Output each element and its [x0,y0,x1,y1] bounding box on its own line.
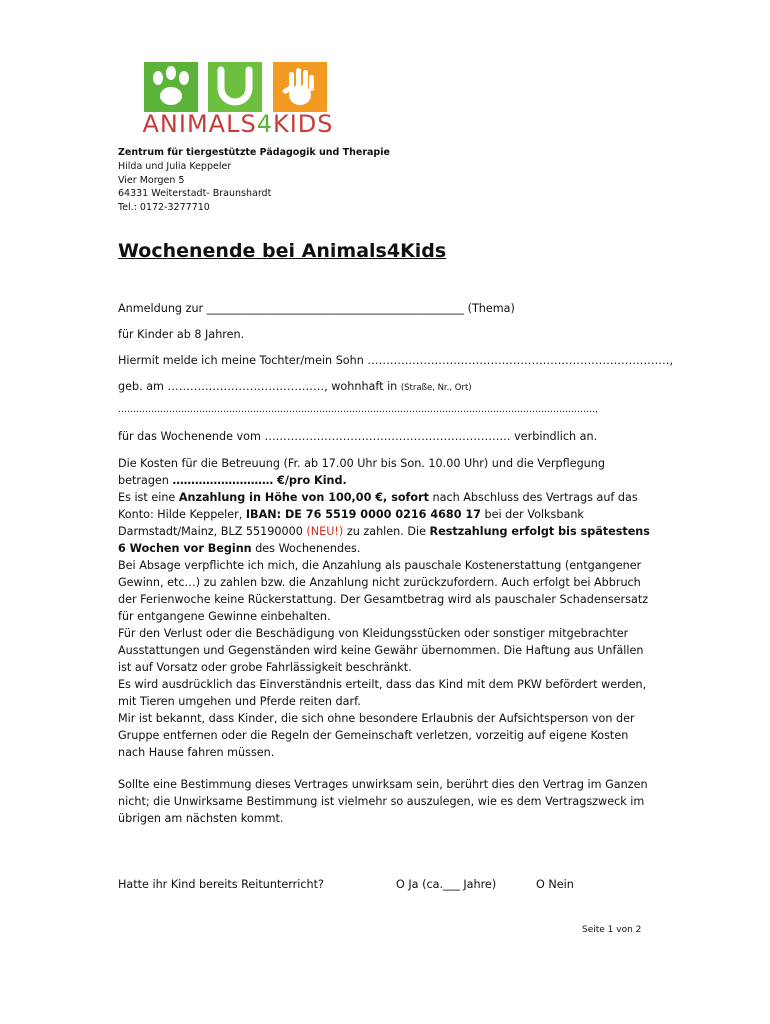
severability-text: Sollte eine Bestimmung dieses Vertrages unwirksam sein, berührt dies den Vertrag im Ganzen nicht; die Unwirksame Bestimmung ist vielmehr so auszulegen, wie es dem Vertragszweck im übrigen am nächsten kommt. [118,778,648,825]
address-phone: Tel.: 0172-3277710 [118,202,210,214]
logo-wordmark [118,110,358,138]
paw-tile [144,62,198,112]
cost-paragraph [118,455,658,489]
hand-icon [273,62,327,112]
paw-icon [144,62,198,112]
thema-hint: (Thema) [467,302,515,315]
child-line [118,354,673,367]
thema-field[interactable]: ______________________________________________ [206,302,465,315]
age-line: für Kinder ab 8 Jahren. [118,328,245,341]
document-title: Wochenende bei Animals4Kids [118,240,447,262]
payment-text-1: Es ist eine [118,491,179,504]
contract-body [118,455,658,761]
animals4kids-logo [118,58,358,138]
weekend-label: für das Wochenende vom [118,430,261,443]
child-label: Hiermit melde ich meine Tochter/mein Sohn [118,354,364,367]
rules-paragraph: Mir ist bekannt, dass Kinder, die sich ohne besondere Erlaubnis der Aufsichtsperson von der Gruppe entfernen oder die Regeln der Gemeinschaft verletzen, vorzeitig auf eigene Kosten nach Hause fahren müssen. [118,712,635,759]
logo-word-animals: ANIMALS [142,110,257,138]
payment-text-5: des Wochenendes. [251,542,361,555]
page-number: Seite 1 von 2 [582,925,642,935]
riding-question: Hatte ihr Kind bereits Reitunterricht? [118,878,324,891]
liability-paragraph: Für den Verlust oder die Beschädigung von Kleidungsstücken oder sonstiger mitgebrachter Ausstattungen und Gegenständen wird keine Gewähr übernommen. Die Haftung aus Unfällen ist auf Vorsatz oder grobe Fahrlässigkeit beschränkt. [118,627,644,674]
riding-no-option[interactable]: O Nein [536,878,574,891]
child-name-field[interactable]: ………………………………………………………………………, [367,354,674,367]
cost-amount-label: betragen [118,474,173,487]
cancellation-paragraph: Bei Absage verpflichte ich mich, die Anzahlung als pauschale Kostenerstattung (entgangener Gewinn, etc…) zu zahlen bzw. die Anzahlung nicht zurückzufordern. Auch erfolgt bei Abbruch der Ferienwoche keine Rückerstattung. Der Gesamtbetrag wird als pauschaler Schadensersatz für entgangene Gewinne einbehalten. [118,559,649,623]
hand-tile [273,62,327,112]
consent-paragraph: Es wird ausdrücklich das Einverständnis erteilt, dass das Kind mit dem PKW befördert werden, mit Tieren umgehen und Pferde reiten darf. [118,678,647,708]
deposit-amount: Anzahlung in Höhe von 100,00 €, sofort [178,491,429,504]
birth-line [118,380,472,393]
birth-label: geb. am [118,380,164,393]
cost-amount: ……………………… €/pro Kind. [172,474,347,487]
iban: IBAN: DE 76 5519 0000 0216 4680 17 [245,508,481,521]
logo-word-kids: KIDS [272,110,334,138]
weekend-line [118,430,597,443]
weekend-suffix: verbindlich an. [514,430,598,443]
address-line[interactable]: ……………………………………………………………………………………………………………………………………………, [118,405,598,415]
address-city: 64331 Weiterstadt- Braunshardt [118,188,272,200]
address-hint: (Straße, Nr., Ort) [400,383,472,393]
horseshoe-icon [208,62,262,112]
remaining-payment: Restzahlung erfolgt bis spätestens 6 Wochen vor Beginn [118,525,650,555]
payment-text-3: bei der Volksbank Darmstadt/Mainz, BLZ 55190000 [118,508,584,538]
severability-clause [118,776,658,827]
address-names: Hilda und Julia Keppeler [118,160,232,172]
birthdate-field[interactable]: ……………………………………, [167,380,328,393]
weekend-date-field[interactable]: ………………………………………………………… [264,430,511,443]
anmeldung-line [118,302,515,315]
payment-paragraph [118,489,658,557]
logo-word-four: 4 [256,110,273,138]
new-badge: (NEU!) [306,525,344,538]
cost-text: Die Kosten für die Betreuung (Fr. ab 17.00 Uhr bis Son. 10.00 Uhr) und die Verpflegung [118,457,605,470]
horseshoe-tile [208,62,262,112]
address-label: wohnhaft in [331,380,398,393]
payment-text-2: nach Abschluss des Vertrags auf das Konto: Hilde Keppeler, [118,491,638,521]
payment-text-4: zu zahlen. Die [343,525,430,538]
address-street: Vier Morgen 5 [118,174,185,186]
sender-address [118,146,390,215]
anmeldung-label: Anmeldung zur [118,302,204,315]
riding-yes-option[interactable]: O Ja (ca.___ Jahre) [396,878,497,891]
address-org: Zentrum für tiergestützte Pädagogik und Therapie [118,147,390,158]
